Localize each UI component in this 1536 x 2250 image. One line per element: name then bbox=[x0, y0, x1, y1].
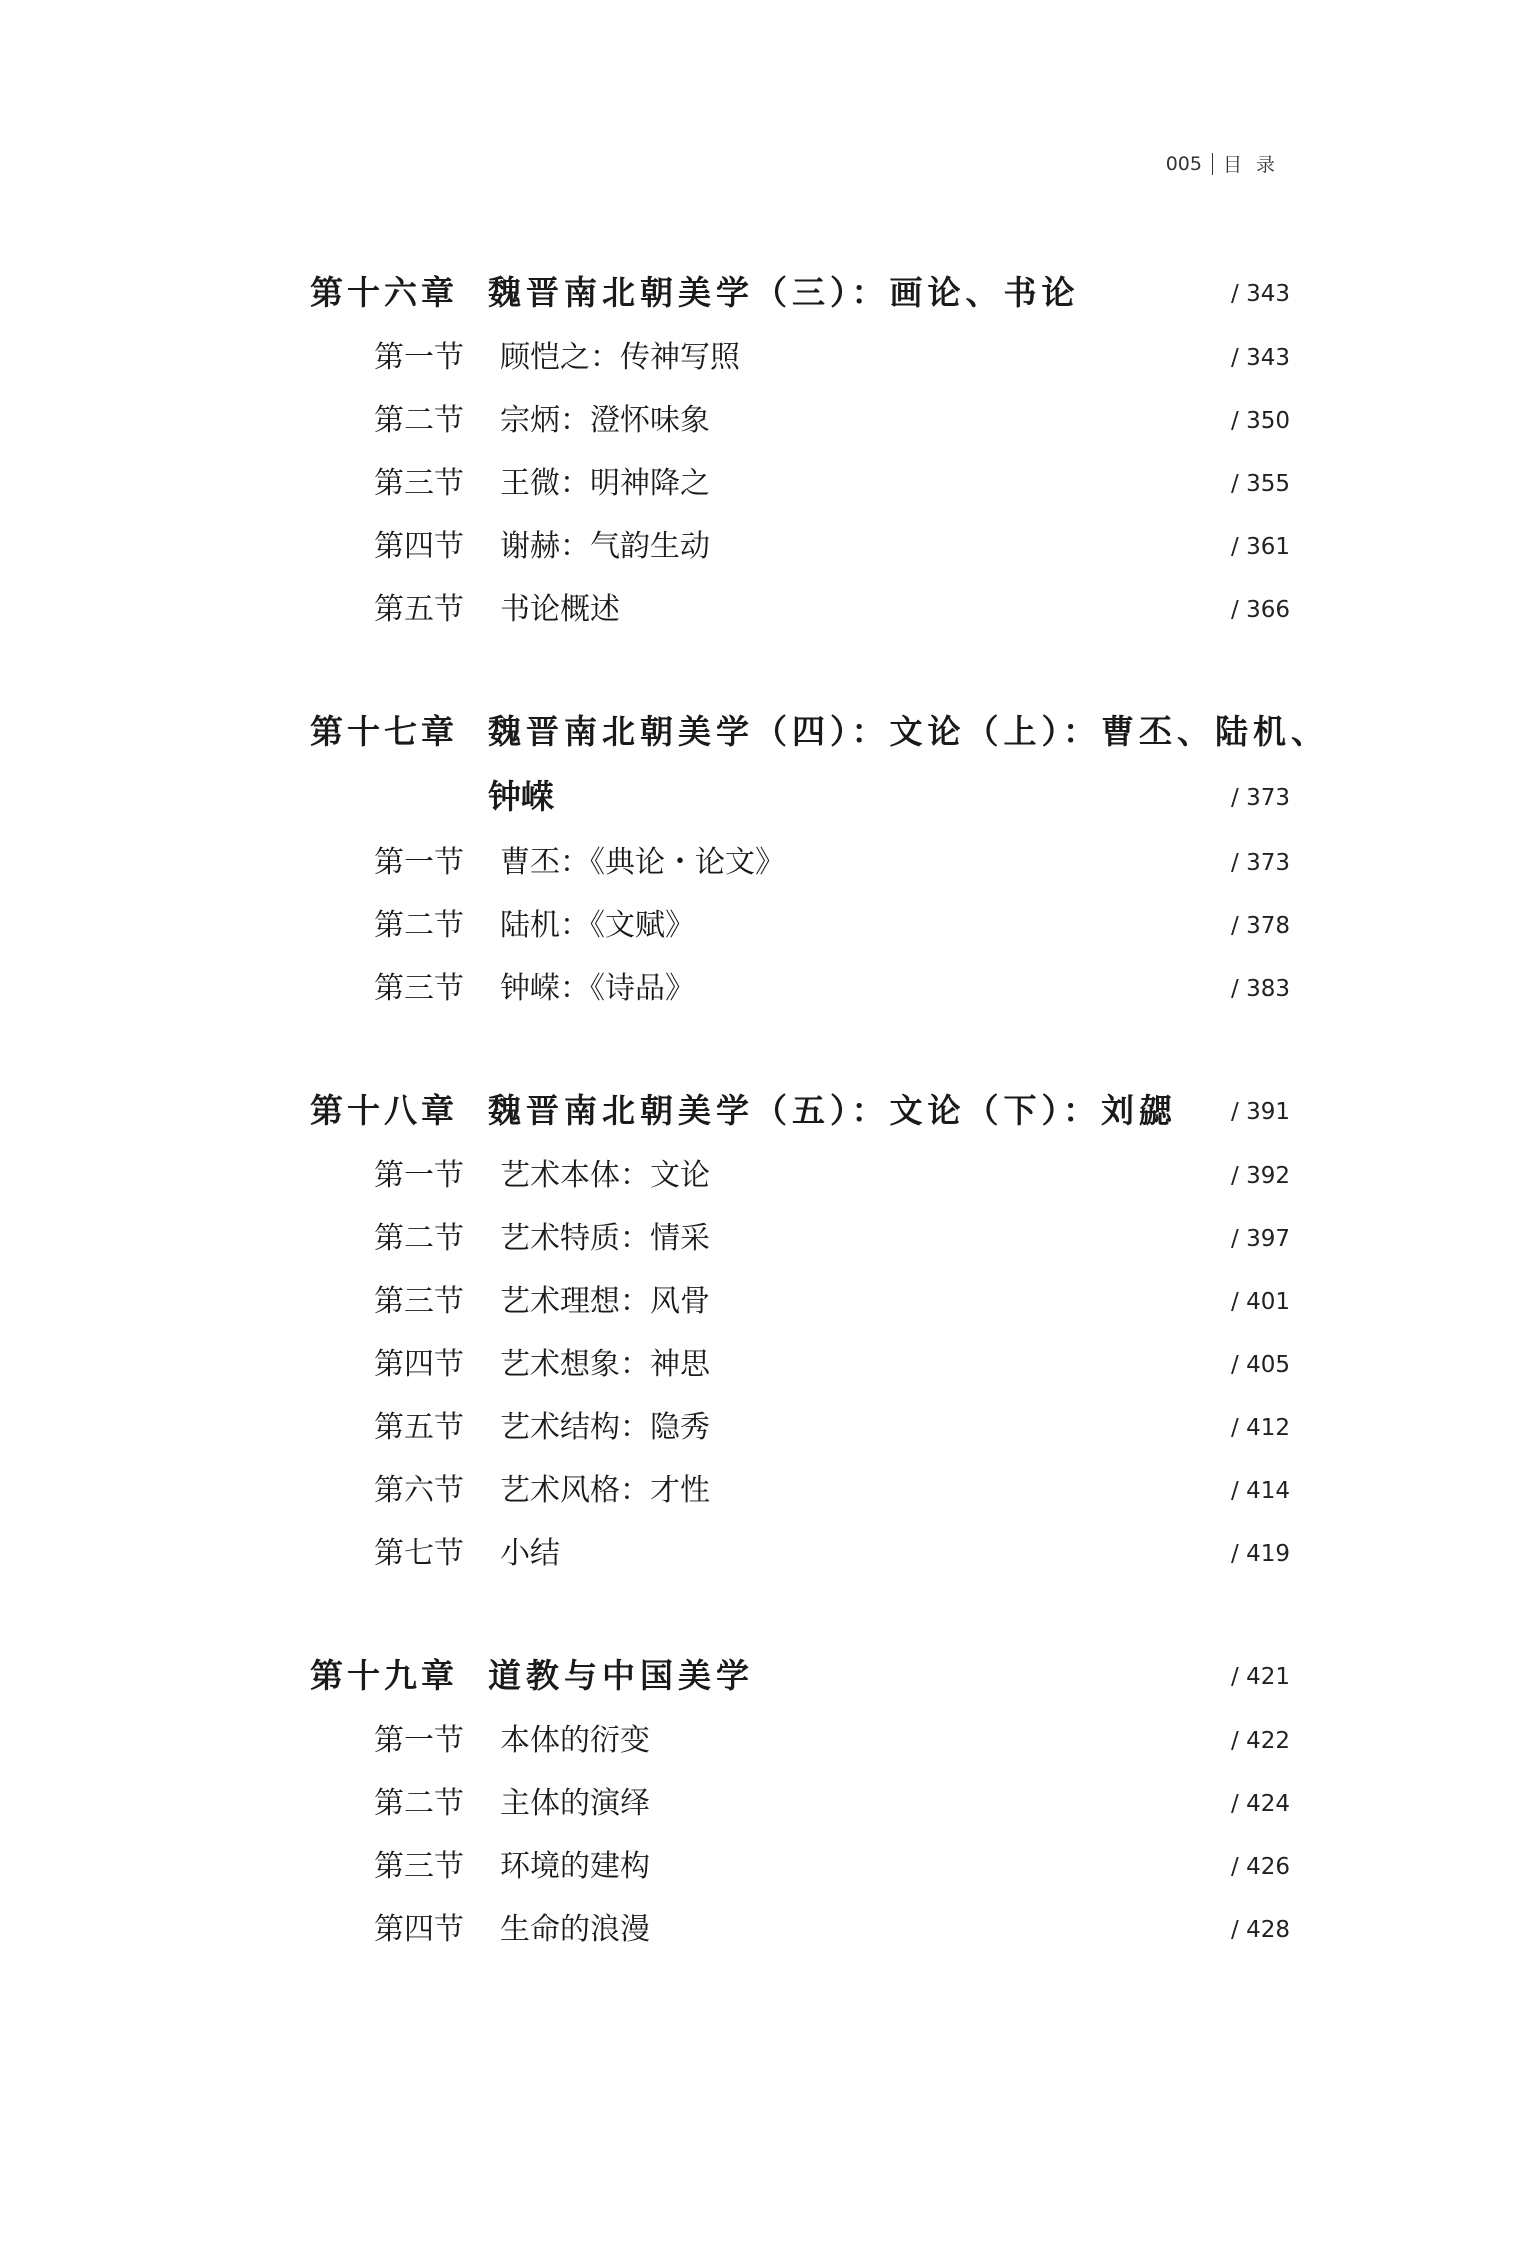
chapter-heading[interactable] bbox=[310, 1076, 1290, 1140]
table-of-contents bbox=[310, 258, 1329, 2017]
section-title: 艺术特质：情采 bbox=[500, 1220, 710, 1256]
section-title: 艺术风格：才性 bbox=[500, 1472, 710, 1508]
chapter-heading[interactable] bbox=[310, 258, 1290, 322]
section-page-number: / 412 bbox=[1231, 1414, 1290, 1441]
section-entry[interactable] bbox=[310, 1392, 1290, 1455]
section-title: 艺术结构：隐秀 bbox=[500, 1409, 710, 1445]
chapter-page-number: / 343 bbox=[1231, 280, 1290, 307]
section-label: 第一节 bbox=[374, 1722, 464, 1758]
header-page-number: 005 bbox=[1165, 152, 1202, 175]
section-title: 艺术想象：神思 bbox=[500, 1346, 710, 1382]
section-label: 第二节 bbox=[374, 907, 464, 943]
section-label: 第四节 bbox=[374, 528, 464, 564]
chapter-17 bbox=[310, 697, 1329, 1016]
section-label: 第一节 bbox=[374, 844, 464, 880]
section-page-number: / 378 bbox=[1231, 912, 1290, 939]
section-page-number: / 392 bbox=[1231, 1162, 1290, 1189]
section-label: 第三节 bbox=[374, 465, 464, 501]
section-page-number: / 419 bbox=[1231, 1540, 1290, 1567]
section-page-number: / 373 bbox=[1231, 849, 1290, 876]
chapter-19 bbox=[310, 1641, 1290, 1957]
section-title: 艺术理想：风骨 bbox=[500, 1283, 710, 1319]
section-entry[interactable] bbox=[310, 1455, 1290, 1518]
header-divider bbox=[1212, 153, 1213, 175]
section-entry[interactable] bbox=[310, 890, 1290, 953]
section-entry[interactable] bbox=[310, 1705, 1290, 1768]
section-title: 谢赫：气韵生动 bbox=[500, 528, 710, 564]
section-title: 主体的演绎 bbox=[500, 1785, 650, 1821]
section-page-number: / 343 bbox=[1231, 344, 1290, 371]
section-entry[interactable] bbox=[310, 1831, 1290, 1894]
chapter-page-number: / 391 bbox=[1231, 1098, 1290, 1125]
section-label: 第六节 bbox=[374, 1472, 464, 1508]
chapter-label: 第十八章 bbox=[310, 1090, 458, 1130]
chapter-title: 魏晋南北朝美学（三）：画论、书论 bbox=[488, 272, 1080, 312]
section-entry[interactable] bbox=[310, 1266, 1290, 1329]
section-label: 第一节 bbox=[374, 1157, 464, 1193]
section-page-number: / 350 bbox=[1231, 407, 1290, 434]
chapter-label: 第十九章 bbox=[310, 1655, 458, 1695]
section-entry[interactable] bbox=[310, 385, 1290, 448]
chapter-label: 第十六章 bbox=[310, 272, 458, 312]
section-page-number: / 426 bbox=[1231, 1853, 1290, 1880]
section-page-number: / 361 bbox=[1231, 533, 1290, 560]
section-entry[interactable] bbox=[310, 1140, 1290, 1203]
section-label: 第七节 bbox=[374, 1535, 464, 1571]
chapter-heading[interactable] bbox=[310, 697, 1329, 761]
section-title: 环境的建构 bbox=[500, 1848, 650, 1884]
section-label: 第一节 bbox=[374, 339, 464, 375]
section-entry[interactable] bbox=[310, 953, 1290, 1016]
header-title: 目录 bbox=[1222, 154, 1289, 176]
section-label: 第三节 bbox=[374, 970, 464, 1006]
section-entry[interactable] bbox=[310, 1768, 1290, 1831]
section-label: 第三节 bbox=[374, 1283, 464, 1319]
section-title: 小结 bbox=[500, 1535, 560, 1571]
chapter-18 bbox=[310, 1076, 1290, 1581]
chapter-page-number: / 373 bbox=[1231, 784, 1290, 811]
section-title: 书论概述 bbox=[500, 591, 620, 627]
section-page-number: / 366 bbox=[1231, 596, 1290, 623]
chapter-title: 魏晋南北朝美学（五）：文论（下）：刘勰 bbox=[488, 1090, 1177, 1130]
section-title: 钟嵘：《诗品》 bbox=[500, 970, 695, 1006]
section-entry[interactable] bbox=[310, 1894, 1290, 1957]
chapter-heading[interactable] bbox=[310, 1641, 1290, 1705]
chapter-16 bbox=[310, 258, 1290, 637]
chapter-title: 魏晋南北朝美学（四）：文论（上）：曹丕、陆机、 bbox=[488, 711, 1329, 751]
section-entry[interactable] bbox=[310, 827, 1290, 890]
section-label: 第二节 bbox=[374, 1220, 464, 1256]
section-label: 第二节 bbox=[374, 402, 464, 438]
section-page-number: / 424 bbox=[1231, 1790, 1290, 1817]
section-page-number: / 428 bbox=[1231, 1916, 1290, 1943]
section-title: 本体的衍变 bbox=[500, 1722, 650, 1758]
section-label: 第五节 bbox=[374, 591, 464, 627]
chapter-label: 第十七章 bbox=[310, 711, 458, 751]
section-page-number: / 397 bbox=[1231, 1225, 1290, 1252]
section-entry[interactable] bbox=[310, 448, 1290, 511]
section-entry[interactable] bbox=[310, 574, 1290, 637]
section-page-number: / 405 bbox=[1231, 1351, 1290, 1378]
section-label: 第三节 bbox=[374, 1848, 464, 1884]
section-label: 第五节 bbox=[374, 1409, 464, 1445]
section-label: 第四节 bbox=[374, 1346, 464, 1382]
section-label: 第四节 bbox=[374, 1911, 464, 1947]
section-title: 顾恺之：传神写照 bbox=[500, 339, 740, 375]
running-header bbox=[1166, 150, 1289, 177]
section-page-number: / 422 bbox=[1231, 1727, 1290, 1754]
section-page-number: / 401 bbox=[1231, 1288, 1290, 1315]
section-entry[interactable] bbox=[310, 1329, 1290, 1392]
section-title: 宗炳：澄怀味象 bbox=[500, 402, 710, 438]
chapter-title-continued: 钟嵘 bbox=[488, 776, 554, 816]
section-entry[interactable] bbox=[310, 322, 1290, 385]
chapter-page-number: / 421 bbox=[1231, 1663, 1290, 1690]
section-entry[interactable] bbox=[310, 1203, 1290, 1266]
section-title: 陆机：《文赋》 bbox=[500, 907, 695, 943]
section-title: 曹丕：《典论・论文》 bbox=[500, 844, 785, 880]
chapter-heading-continued[interactable] bbox=[310, 761, 1290, 827]
section-title: 艺术本体：文论 bbox=[500, 1157, 710, 1193]
section-entry[interactable] bbox=[310, 1518, 1290, 1581]
section-page-number: / 414 bbox=[1231, 1477, 1290, 1504]
section-title: 生命的浪漫 bbox=[500, 1911, 650, 1947]
section-label: 第二节 bbox=[374, 1785, 464, 1821]
chapter-title: 道教与中国美学 bbox=[488, 1655, 754, 1695]
section-title: 王微：明神降之 bbox=[500, 465, 710, 501]
section-page-number: / 355 bbox=[1231, 470, 1290, 497]
section-page-number: / 383 bbox=[1231, 975, 1290, 1002]
section-entry[interactable] bbox=[310, 511, 1290, 574]
